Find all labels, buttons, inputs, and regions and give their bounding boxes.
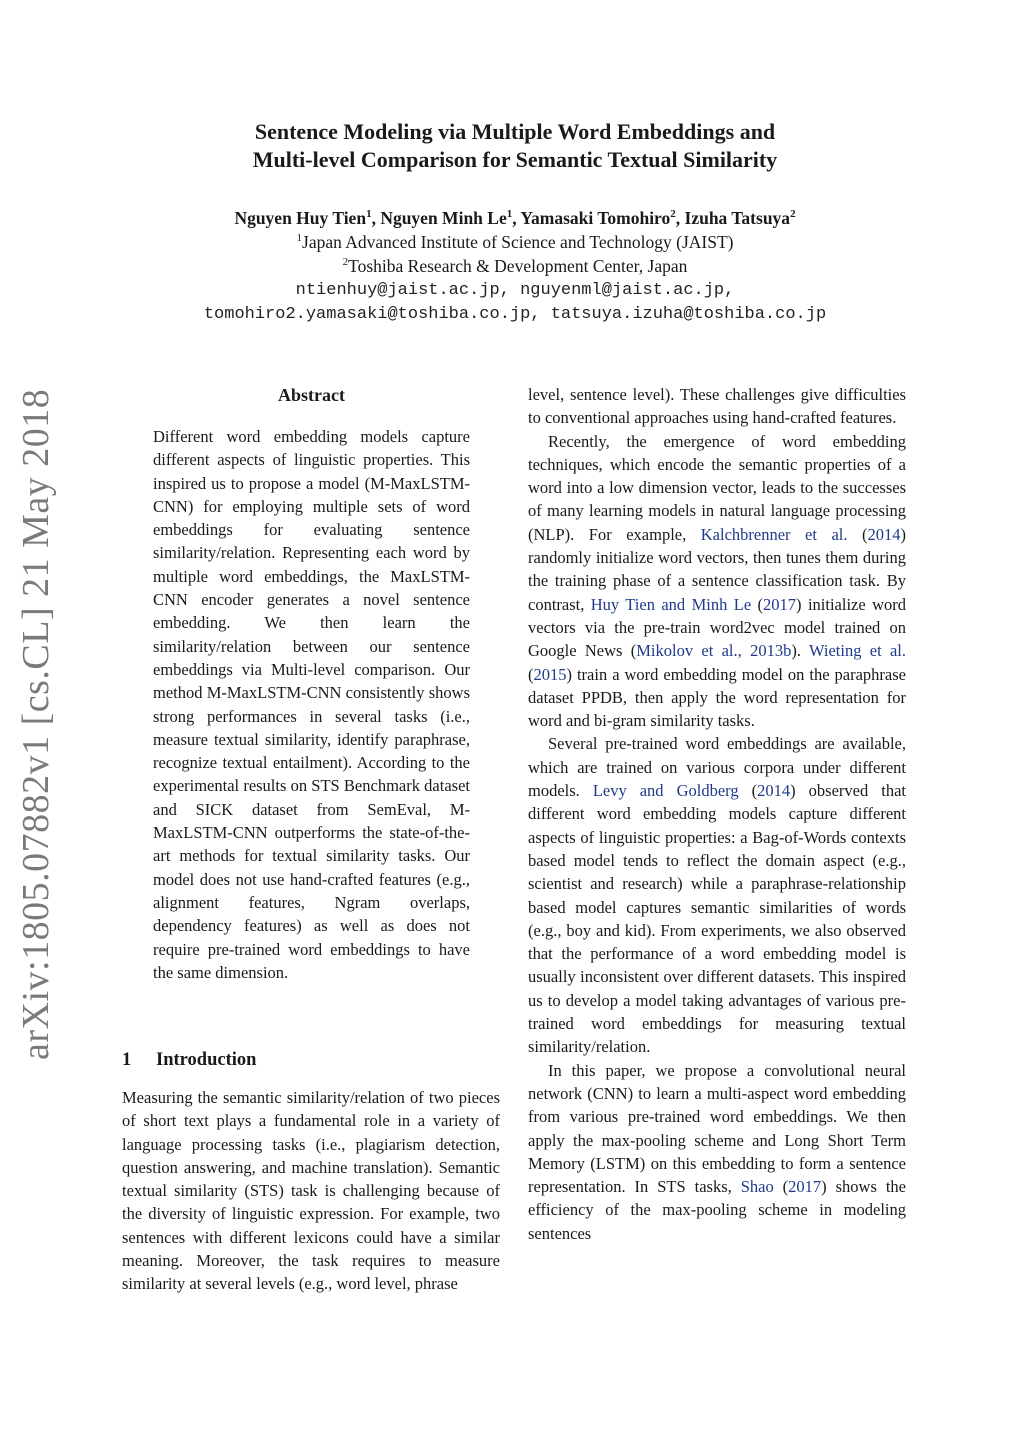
text-run: ) train a word embedding model on the paraphrase dataset PPDB, then apply the word representation for word and bi-gram similarity tasks. xyxy=(528,664,906,731)
affiliation-name: Toshiba Research & Development Center, Japan xyxy=(348,256,688,276)
text-run: ( xyxy=(773,1177,789,1197)
email-line-2: tomohiro2.yamasaki@toshiba.co.jp, tatsuya.izuha@toshiba.co.jp xyxy=(203,305,827,324)
affiliation-1 xyxy=(120,230,910,254)
citation-year-link[interactable]: 2015 xyxy=(533,664,567,684)
abstract-text: Different word embedding models capture different aspects of linguistic properties. This inspired us to propose a model (M-MaxLSTM-CNN) for employing multiple sets of word embeddings for evaluating sentence similarity/relation. Representing each word by multiple word embeddings, the MaxLSTM-CNN encoder generates a novel sentence embedding. We then learn the similarity/relation between our sentence embeddings via Multi-level comparison. Our method M-MaxLSTM-CNN consistently shows strong performances in several tasks (i.e., measure textual similarity, identify paraphrase, recognize textual entailment). According to the experimental results on STS Benchmark dataset and SICK dataset from SemEval, M-MaxLSTM-CNN outperforms the state-of-the-art methods for textual similarity tasks. Our model does not use hand-crafted features (e.g., alignment features, Ngram overlaps, dependency features) as well as does not require pre-trained word embeddings to have the same dimension. xyxy=(153,427,470,982)
paragraph xyxy=(528,430,906,733)
introduction-left-column xyxy=(122,1086,500,1296)
affiliation-name: Japan Advanced Institute of Science and Technology (JAIST) xyxy=(302,232,734,252)
citation-year-link[interactable]: 2014 xyxy=(757,781,791,801)
text-run: ( xyxy=(528,664,534,684)
citation-year-link[interactable]: 2017 xyxy=(788,1177,822,1197)
section-number: 1 xyxy=(122,1050,132,1070)
citation-link[interactable]: Mikolov et al., 2013b xyxy=(636,641,792,661)
text-run: In this paper, we propose a convolutional neural network (CNN) to learn a multi-aspect word embedding from various pre-trained word embeddings. We then apply the max-pooling scheme and Long Short Term Memory (LSTM) on this embedding to form a sentence representation. In STS tasks, xyxy=(528,1060,906,1197)
text-run: ( xyxy=(751,594,764,614)
affiliation-2 xyxy=(120,254,910,278)
author-affiliation-mark: 2 xyxy=(670,208,676,220)
author-affiliation-mark: 2 xyxy=(790,208,796,220)
author-list: Nguyen Huy Tien$^1$, Nguyen Minh Le$^1$, Yamasaki Tomohiro$^2$, Izuha Tatsuya$^2$ xyxy=(234,208,796,228)
paragraph xyxy=(528,732,906,1058)
text-run: ) randomly initialize word vectors, then tunes them during the training phase of a sentence classification task. By contrast, xyxy=(528,524,906,614)
title-line-1: Sentence Modeling via Multiple Word Embeddings and xyxy=(254,119,776,144)
citation-year-link[interactable]: 2014 xyxy=(867,524,901,544)
citation-link[interactable]: Levy and Goldberg xyxy=(592,781,739,801)
text-run: ) initialize word vectors via the pre-train word2vec model trained on Google News ( xyxy=(528,594,906,661)
right-column xyxy=(528,383,906,1245)
text-run: Recently, the emergence of word embedding techniques, which encode the semantic properties of a word into a low dimension vector, leads to the successes of many learning models in natural language processing (NLP). For example, xyxy=(528,431,906,544)
paper-title xyxy=(120,118,910,174)
title-line-2: Multi-level Comparison for Semantic Textual Similarity xyxy=(252,147,778,172)
abstract-heading: Abstract xyxy=(278,385,345,405)
paragraph xyxy=(528,1059,906,1245)
paragraph: Measuring the semantic similarity/relation of two pieces of short text plays a fundamental role in a variety of language processing tasks (i.e., plagiarism detection, question answering, and machine translation). Semantic textual similarity (STS) task is challenging because of the diversity of linguistic expression. For example, two sentences with different lexicons could have a similar meaning. Moreover, the task requires to measure similarity at several levels (e.g., word level, phrase xyxy=(122,1088,500,1294)
affiliation-mark: 2 xyxy=(342,256,349,268)
text-run: ). xyxy=(791,641,809,661)
citation-year-link[interactable]: 2017 xyxy=(763,594,797,614)
author-name: Nguyen Huy Tien xyxy=(234,208,367,228)
text-run: ( xyxy=(738,781,758,801)
section-title: Introduction xyxy=(156,1050,257,1070)
text-run: ( xyxy=(847,524,868,544)
author-name: Yamasaki Tomohiro xyxy=(520,208,671,228)
arxiv-identifier: arXiv:1805.07882v1 [cs.CL] 21 May 2018 xyxy=(15,388,57,1060)
paragraph: level, sentence level). These challenges give difficulties to conventional approaches using hand-crafted features. xyxy=(528,385,906,428)
text-run: ) shows the efficiency of the max-pooling scheme in modeling sentences xyxy=(528,1177,906,1243)
citation-link[interactable]: Wieting et al. xyxy=(808,641,906,661)
citation-link[interactable]: Shao xyxy=(740,1177,774,1197)
author-affiliation-mark: 1 xyxy=(506,208,513,220)
author-name: Izuha Tatsuya xyxy=(684,208,791,228)
citation-link[interactable]: Huy Tien and Minh Le xyxy=(590,594,752,614)
text-run: ) observed that different word embedding models capture different aspects of linguistic properties: a Bag-of-Words contexts based model tends to reflect the domain aspect (e.g., scientist and research) while a paraphrase-relationship based model captures semantic similarities of words (e.g., boy and kid). From experiments, we also observed that the performance of a word embedding model is usually inconsistent over different datasets. This inspired us to develop a model taking advantages of various pre-trained word embeddings for measuring textual similarity/relation. xyxy=(528,781,906,1057)
text-run: Several pre-trained word embeddings are available, which are trained on various corpora under different models. xyxy=(528,734,906,801)
author-affiliation-mark: 1 xyxy=(366,208,372,220)
email-line-1: ntienhuy@jaist.ac.jp, nguyenml@jaist.ac.jp, xyxy=(295,281,735,300)
author-name: Nguyen Minh Le xyxy=(380,208,507,228)
section-heading-introduction xyxy=(122,1047,502,1073)
affiliation-mark: 1 xyxy=(296,232,303,244)
citation-link[interactable]: Kalchbrenner et al. xyxy=(700,524,848,544)
